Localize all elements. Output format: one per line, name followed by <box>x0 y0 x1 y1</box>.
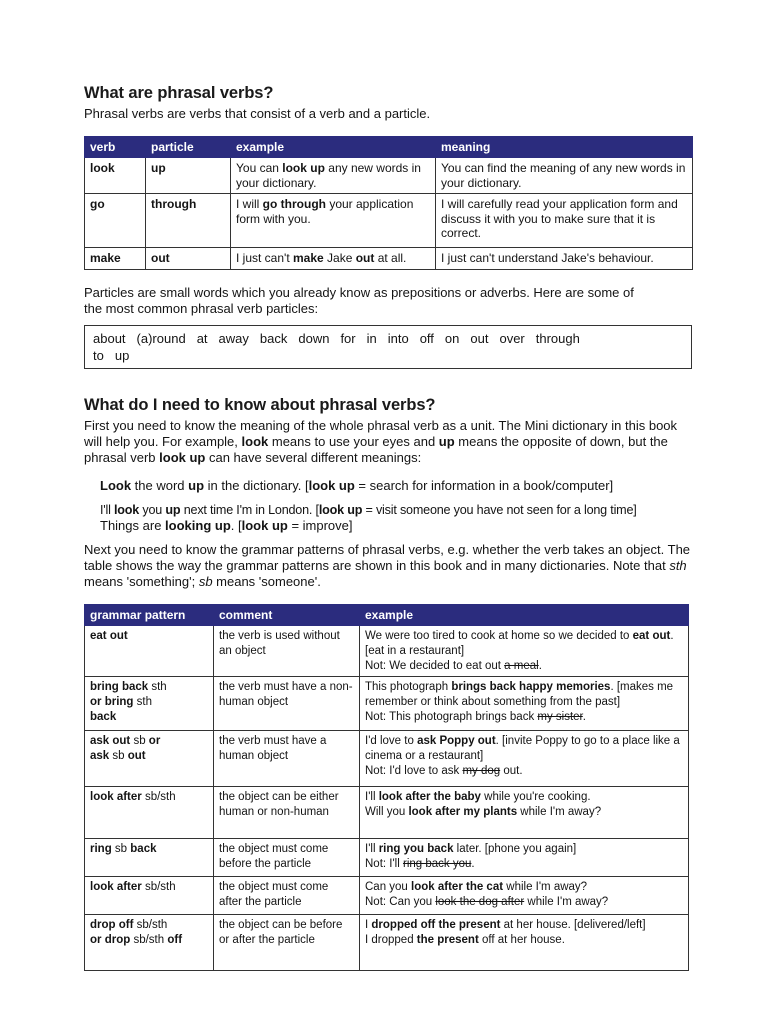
comment-cell: the object can be before or after the particle <box>214 915 360 971</box>
particle-cell: up <box>151 161 166 175</box>
header-example: example <box>231 137 436 158</box>
example-cell: I'll ring you back later. [phone you again] Not: I'll ring back you. <box>360 839 689 877</box>
example-sentence-3: Things are looking up. [look up = improve] <box>100 518 353 533</box>
particles-box <box>84 325 692 369</box>
paragraph-grammar: Next you need to know the grammar patterns of phrasal verbs, e.g. whether the verb takes an object. The table shows the way the grammar patterns are shown in this book and in many dictionaries. Note that sth means 'something'; sb means 'someone'. <box>84 542 691 589</box>
table-row <box>85 626 689 677</box>
particle-item: for <box>340 331 356 346</box>
particle-item: away <box>218 331 249 346</box>
header-grammar-pattern: grammar pattern <box>85 605 214 626</box>
header-meaning: meaning <box>436 137 693 158</box>
comment-cell: the verb must have a human object <box>214 731 360 787</box>
comment-cell: the object can be either human or non-human <box>214 787 360 839</box>
example-sentence-2: I'll look you up next time I'm in London. [look up = visit someone you have not seen for a long time] <box>100 503 637 517</box>
verb-cell: make <box>90 251 121 265</box>
example-cell: I dropped off the present at her house. [delivered/left] I dropped the present off at her house. <box>360 915 689 971</box>
grammar-pattern-cell: eat out <box>85 626 214 677</box>
grammar-pattern-table <box>84 604 689 971</box>
grammar-pattern-cell: look after sb/sth <box>85 787 214 839</box>
grammar-pattern-cell: bring back sth or bring sth back <box>85 677 214 731</box>
particle-item: in <box>366 331 377 346</box>
comment-cell: the object must come after the particle <box>214 877 360 915</box>
particle-cell: out <box>151 251 170 265</box>
table-header-row <box>85 605 689 626</box>
verb-cell: go <box>90 197 105 211</box>
particle-item: at <box>196 331 208 346</box>
intro-text: Phrasal verbs are verbs that consist of a verb and a particle. <box>84 106 431 121</box>
particle-item: over <box>499 331 525 346</box>
paragraph-meaning: First you need to know the meaning of the whole phrasal verb as a unit. The Mini dictionary in this book will help you. For example, look means to use your eyes and up means the opposite of down, but the phrasal verb look up can have several different meanings: <box>84 418 678 465</box>
comment-cell: the verb must have a non-human object <box>214 677 360 731</box>
table-row <box>85 677 689 731</box>
table-row <box>85 248 693 270</box>
table-row <box>85 877 689 915</box>
example-cell: We were too tired to cook at home so we decided to eat out. [eat in a restaurant] Not: We decided to eat out a meal. <box>360 626 689 677</box>
table-row <box>85 731 689 787</box>
grammar-pattern-cell: look after sb/sth <box>85 877 214 915</box>
verb-cell: look <box>90 161 115 175</box>
table-header-row <box>85 137 693 158</box>
particle-item: through <box>535 331 580 346</box>
particle-item: on <box>444 331 460 346</box>
header-comment: comment <box>214 605 360 626</box>
comment-cell: the object must come before the particle <box>214 839 360 877</box>
particles-intro: Particles are small words which you already know as prepositions or adverbs. Here are some of the most common phrasal verb particles: <box>84 285 634 316</box>
comment-cell: the verb is used without an object <box>214 626 360 677</box>
example-cell: This photograph brings back happy memories. [makes me remember or think about something from the past] Not: This photograph brings back my sister. <box>360 677 689 731</box>
particle-item: off <box>419 331 434 346</box>
particle-item: to <box>93 348 104 363</box>
example-cell: You can look up any new words in your dictionary. <box>231 158 436 194</box>
particle-item: up <box>114 348 130 363</box>
grammar-pattern-cell: drop off sb/sth or drop sb/sth off <box>85 915 214 971</box>
example-cell: I just can't make Jake out at all. <box>231 248 436 270</box>
header-verb: verb <box>85 137 146 158</box>
header-particle: particle <box>146 137 231 158</box>
table-row <box>85 839 689 877</box>
particle-item: back <box>259 331 288 346</box>
grammar-pattern-cell: ring sb back <box>85 839 214 877</box>
grammar-pattern-cell: ask out sb or ask sb out <box>85 731 214 787</box>
example-cell: Can you look after the cat while I'm away? Not: Can you look the dog after while I'm away? <box>360 877 689 915</box>
example-sentence-1: Look the word up in the dictionary. [look up = search for information in a book/computer] <box>100 478 614 493</box>
table-row <box>85 915 689 971</box>
example-cell: I will go through your application form with you. <box>231 194 436 248</box>
header-example: example <box>360 605 689 626</box>
section-title-phrasal-verbs: What are phrasal verbs? <box>84 84 274 102</box>
particle-item: about <box>93 331 126 346</box>
example-cell: I'd love to ask Poppy out. [invite Poppy to go to a place like a cinema or a restaurant] Not: I'd love to ask my dog out. <box>360 731 689 787</box>
meaning-cell: I just can't understand Jake's behaviour. <box>436 248 693 270</box>
section-title-what-to-know: What do I need to know about phrasal verbs? <box>84 396 436 414</box>
particle-item: out <box>470 331 489 346</box>
table-row <box>85 158 693 194</box>
example-cell: I'll look after the baby while you're cooking. Will you look after my plants while I'm away? <box>360 787 689 839</box>
table-row <box>85 787 689 839</box>
particle-item: (a)round <box>136 331 186 346</box>
particle-item: down <box>298 331 330 346</box>
table-row <box>85 194 693 248</box>
particle-cell: through <box>151 197 197 211</box>
particle-item: into <box>387 331 409 346</box>
verb-particle-table <box>84 136 693 270</box>
meaning-cell: I will carefully read your application form and discuss it with you to make sure that it is correct. <box>436 194 693 248</box>
meaning-cell: You can find the meaning of any new words in your dictionary. <box>436 158 693 194</box>
